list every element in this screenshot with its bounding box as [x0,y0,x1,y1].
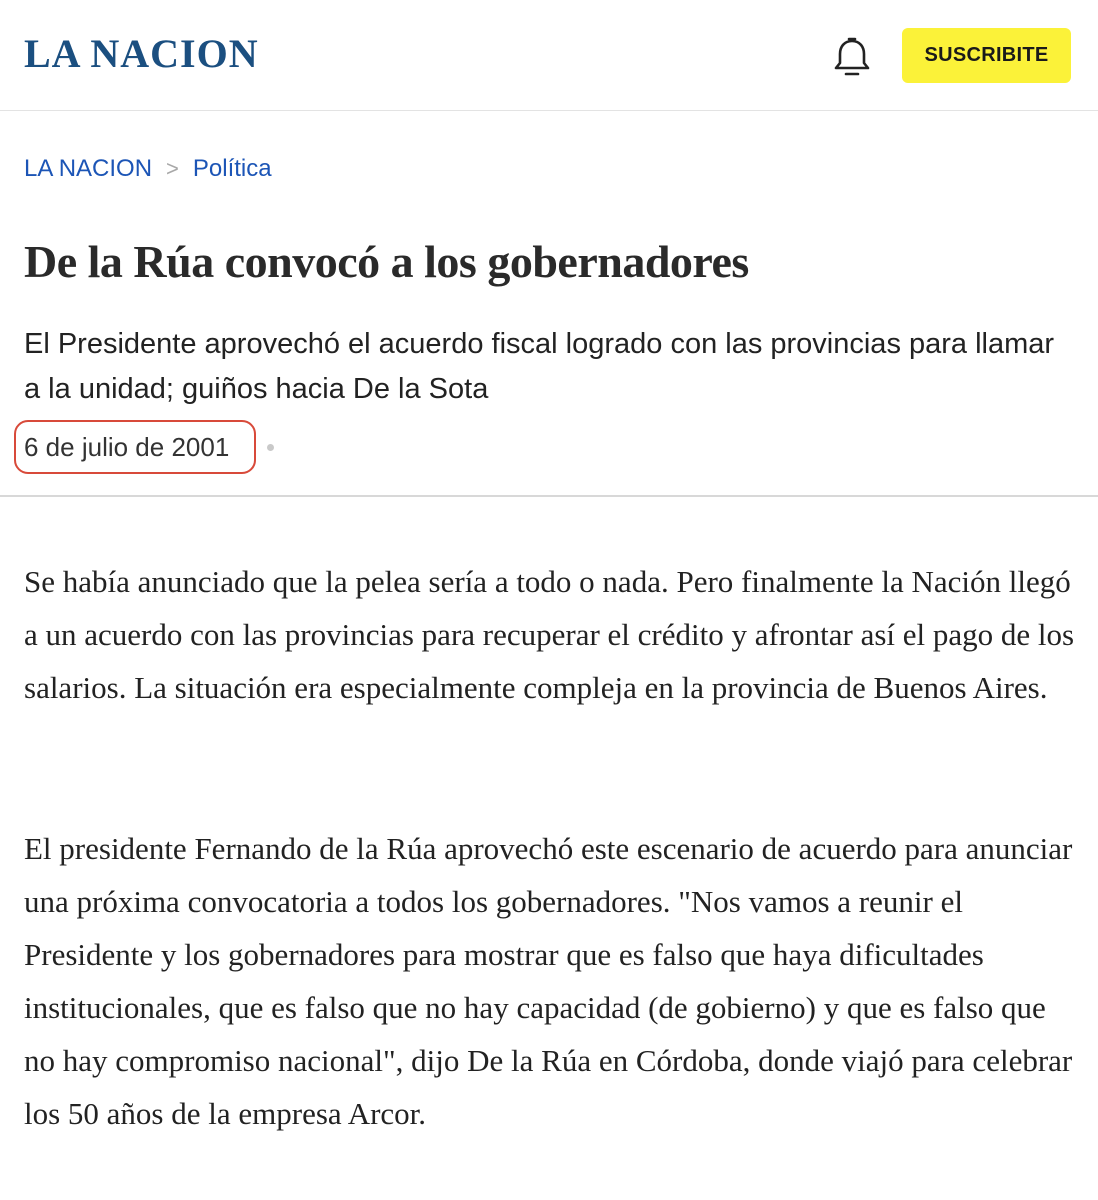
site-header [0,0,1098,111]
article-divider [0,495,1098,497]
meta-separator-dot [267,444,274,451]
site-logo[interactable]: LA NACION [24,31,259,76]
bell-icon[interactable] [832,36,872,78]
article-paragraph: Se había anunciado que la pelea sería a todo o nada. Pero finalmente la Nación llegó a un acuerdo con las provincias para recuperar el crédito y afrontar así el pago de los salarios. La situación era especialmente compleja en la provincia de Buenos Aires. [24,564,1075,705]
breadcrumb-home-link[interactable]: LA NACION [24,155,153,182]
article-headline: De la Rúa convocó a los gobernadores [24,236,749,287]
breadcrumb-section-link[interactable]: Política [192,155,272,182]
breadcrumb [24,153,272,185]
article-subtitle: El Presidente aprovechó el acuerdo fiscal logrado con las provincias para llamar a la unidad; guiños hacia De la Sota [24,328,1055,405]
article-date: 6 de julio de 2001 [24,432,230,462]
breadcrumb-separator: > [166,156,179,181]
subscribe-button[interactable]: SUSCRIBITE [902,28,1071,83]
article-paragraph: El presidente Fernando de la Rúa aprovechó este escenario de acuerdo para anunciar una próxima convocatoria a todos los gobernadores. "Nos vamos a reunir el Presidente y los gobernadores para mostrar que es falso que haya dificultades institucionales, que es falso que no hay capacidad (de gobierno) y que es falso que no hay compromiso nacional", dijo De la Rúa en Córdoba, donde viajó para celebrar los 50 años de la empresa Arcor. [24,831,1073,1131]
